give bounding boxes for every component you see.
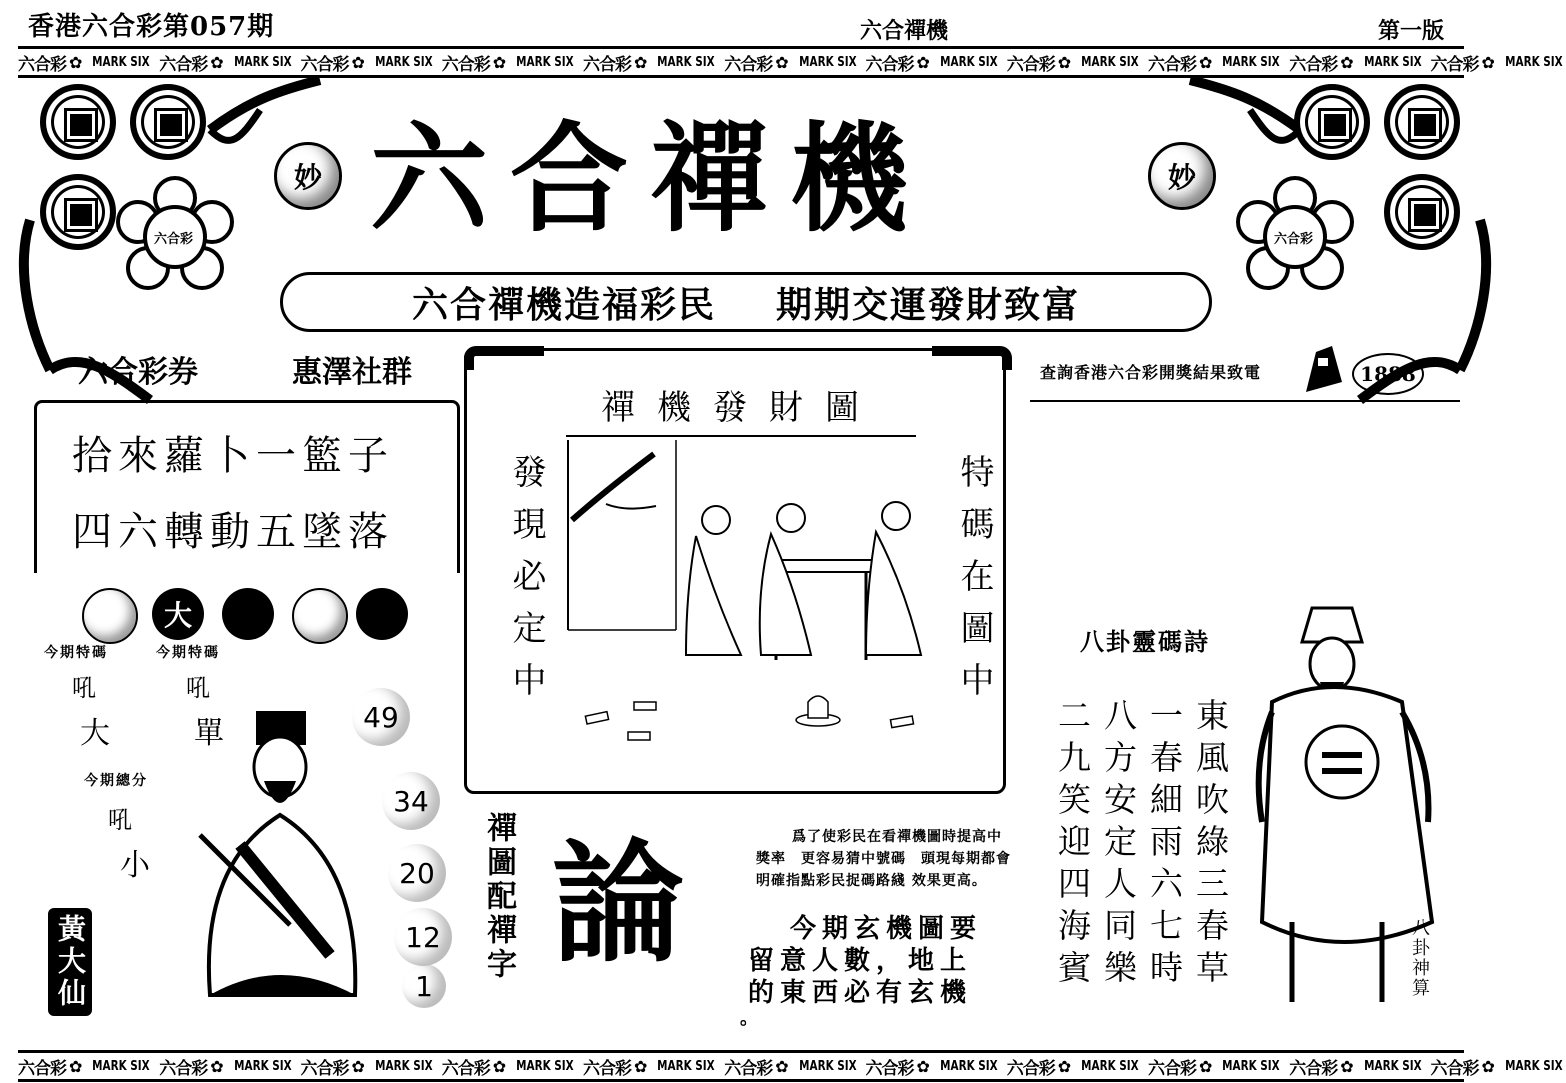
mark-six-segment <box>159 1054 294 1079</box>
poem-column: 東風吹綠三春草 <box>1191 698 1230 992</box>
panel-right-vertical: 特碼在圖中 <box>954 454 994 714</box>
lotto-ball <box>222 588 274 640</box>
lotto-ball <box>82 588 138 644</box>
page-edition: 第一版 <box>1378 19 1445 44</box>
flower-icon: ✿ <box>634 52 648 72</box>
flower-icon: ✿ <box>1481 1056 1495 1076</box>
flower-icon: ✿ <box>492 52 507 72</box>
note-line: 獎率 更容易猜中號碼 頭現每期都會 <box>756 851 1011 867</box>
mark-six-segment <box>583 1054 718 1079</box>
brand-cn: 六合彩 <box>583 54 631 75</box>
coin-icon <box>130 84 206 160</box>
slogan-right: 期期交運發財致富 <box>776 284 1081 326</box>
column-heading-right: 惠澤社群 <box>292 355 412 390</box>
brand-en: MARK SIX <box>1081 1058 1139 1074</box>
main-title: 六合禪機 <box>370 110 931 248</box>
brand-en: MARK SIX <box>1505 1058 1563 1074</box>
number-ball: 1 <box>402 964 446 1008</box>
brand-cn: 六合彩 <box>441 1058 490 1079</box>
hint-line: 今期玄機圖要 <box>790 914 983 944</box>
flower-icon: ✿ <box>210 1056 224 1076</box>
brand-cn: 六合彩 <box>724 54 773 75</box>
mark-six-segment <box>442 1054 577 1079</box>
rosette-label: 六合彩 <box>154 232 194 247</box>
coin-icon <box>1384 84 1460 160</box>
brand-cn: 六合彩 <box>159 54 208 75</box>
scholars-at-table-illustration <box>566 440 936 740</box>
brand-en: MARK SIX <box>940 54 998 70</box>
hint-line: 留意人數，地上 <box>748 946 973 976</box>
poem-title: 八卦靈碼詩 <box>1080 628 1210 656</box>
rosette-left <box>116 178 234 296</box>
brand-cn: 六合彩 <box>1430 1058 1479 1079</box>
brand-en: MARK SIX <box>1081 54 1139 70</box>
mark-six-segment <box>1431 1054 1566 1079</box>
flower-icon: ✿ <box>210 52 224 72</box>
flower-icon: ✿ <box>1199 1056 1213 1076</box>
mark-six-segment <box>301 1054 436 1079</box>
call-glyph: 吼 <box>72 674 96 702</box>
brand-cn: 六合彩 <box>1148 54 1196 75</box>
brand-cn: 六合彩 <box>18 54 66 75</box>
panel-left-vertical: 發現必定中 <box>506 454 546 714</box>
poem-column: 二九笑迎四海賓 <box>1053 698 1092 992</box>
hint-line: 的東西必有玄機 <box>748 978 973 1008</box>
brand-en: MARK SIX <box>92 1058 151 1074</box>
brand-cn: 六合彩 <box>1006 1058 1055 1079</box>
results-hotline-text: 查詢香港六合彩開獎結果致電 <box>1040 363 1262 382</box>
brand-en: MARK SIX <box>375 54 433 70</box>
flower-icon: ✿ <box>1057 52 1072 72</box>
mark-six-segment <box>583 50 718 75</box>
number-ball: 49 <box>352 688 410 746</box>
note-line: 爲了使彩民在看禪機圖時提高中 <box>792 829 1002 845</box>
brand-en: MARK SIX <box>1363 1058 1422 1074</box>
label-special-number: 今期特碼 <box>44 645 108 661</box>
miao-badge-right: 妙 <box>1148 142 1216 210</box>
flower-icon: ✿ <box>775 1056 789 1076</box>
brand-cn: 六合彩 <box>865 1058 914 1079</box>
mark-six-segment <box>866 50 1001 75</box>
rosette-right <box>1236 178 1354 296</box>
riddle-line-1: 拾來蘿卜一籃子 <box>72 433 394 479</box>
rosette-label: 六合彩 <box>1274 232 1314 247</box>
brand-en: MARK SIX <box>92 54 151 70</box>
flower-icon: ✿ <box>775 52 789 72</box>
number-ball: 20 <box>388 844 446 902</box>
brand-en: MARK SIX <box>1222 54 1281 70</box>
flower-icon: ✿ <box>1481 52 1495 72</box>
brand-en: MARK SIX <box>233 1058 292 1074</box>
deity-figure <box>180 705 380 1005</box>
brand-cn: 六合彩 <box>1148 1058 1196 1079</box>
mark-six-segment <box>1007 1054 1142 1079</box>
brand-en: MARK SIX <box>798 54 857 70</box>
brand-cn: 六合彩 <box>1430 54 1479 75</box>
flower-icon: ✿ <box>69 52 83 72</box>
slogan-left: 六合禪機造福彩民 <box>411 284 716 326</box>
mark-six-segment <box>1148 1054 1283 1079</box>
deity-name-tag: 黃大仙 <box>48 908 92 1016</box>
lotto-ball: 大 <box>152 588 204 640</box>
coin-icon <box>1294 84 1370 160</box>
brand-en: MARK SIX <box>657 1058 716 1074</box>
flower-icon: ✿ <box>1057 1056 1072 1076</box>
side-vertical-caption: 禪圖配禪字 <box>481 812 516 982</box>
label-special-number: 今期特碼 <box>156 645 220 661</box>
brand-cn: 六合彩 <box>300 1058 349 1079</box>
phone-number-badge: 1888 <box>1352 353 1424 395</box>
brand-cn: 六合彩 <box>18 1058 66 1079</box>
mark-six-band-bottom <box>18 1050 1563 1082</box>
panel-corner <box>464 346 544 370</box>
flower-icon: ✿ <box>492 1056 507 1076</box>
pick-small: 小 <box>120 848 150 883</box>
issue-heading: 香港六合彩第057期 <box>28 12 275 42</box>
lotto-ball <box>292 588 348 644</box>
flower-icon: ✿ <box>351 52 365 72</box>
pick-single: 單 <box>194 716 224 751</box>
hint-end: 。 <box>740 1008 764 1029</box>
brand-cn: 六合彩 <box>724 1058 773 1079</box>
panel-corner <box>932 346 1012 370</box>
brand-cn: 六合彩 <box>1006 54 1055 75</box>
phone-icon <box>1298 342 1348 398</box>
lotto-ball <box>356 588 408 640</box>
flower-icon: ✿ <box>916 1056 930 1076</box>
flower-icon: ✿ <box>351 1056 365 1076</box>
publication-name: 六合禪機 <box>860 19 949 44</box>
number-ball: 34 <box>382 772 440 830</box>
slogan-banner <box>280 272 1212 332</box>
brand-cn: 六合彩 <box>1289 54 1338 75</box>
brand-cn: 六合彩 <box>865 54 914 75</box>
flower-icon: ✿ <box>1340 1056 1354 1076</box>
brand-en: MARK SIX <box>798 1058 857 1074</box>
label-total-score: 今期總分 <box>84 773 148 789</box>
flower-icon: ✿ <box>634 1056 648 1076</box>
coin-icon <box>1384 174 1460 250</box>
divider <box>1030 400 1460 402</box>
brand-en: MARK SIX <box>1505 54 1563 70</box>
brand-en: MARK SIX <box>516 1058 574 1074</box>
mark-six-segment <box>442 50 577 75</box>
coin-icon <box>40 84 116 160</box>
brand-en: MARK SIX <box>233 54 292 70</box>
flower-icon: ✿ <box>69 1056 83 1076</box>
riddle-line-2: 四六轉動五墜落 <box>72 509 394 555</box>
column-heading-left: 六合彩券 <box>78 355 198 390</box>
mark-six-segment <box>724 50 859 75</box>
miao-badge-left: 妙 <box>274 142 342 210</box>
brand-cn: 六合彩 <box>1289 1058 1338 1079</box>
brand-en: MARK SIX <box>1222 1058 1281 1074</box>
big-character: 論 <box>552 827 684 981</box>
note-line: 明確指點彩民捉碼路綫 效果更高。 <box>756 873 987 889</box>
number-ball: 12 <box>394 908 452 966</box>
flower-icon: ✿ <box>916 52 930 72</box>
brand-en: MARK SIX <box>516 54 574 70</box>
mark-six-segment <box>724 1054 859 1079</box>
mark-six-segment <box>1289 1054 1424 1079</box>
brand-en: MARK SIX <box>375 1058 433 1074</box>
brand-cn: 六合彩 <box>441 54 490 75</box>
mark-six-segment <box>866 1054 1001 1079</box>
pick-big: 大 <box>80 716 110 751</box>
coin-icon <box>40 174 116 250</box>
flower-icon: ✿ <box>1340 52 1354 72</box>
brand-en: MARK SIX <box>940 1058 998 1074</box>
call-glyph: 吼 <box>186 674 210 702</box>
brand-en: MARK SIX <box>1363 54 1422 70</box>
poem-signature: 八卦神算 <box>1409 918 1430 998</box>
panel-title: 禪機發財圖 <box>566 380 916 437</box>
mark-six-segment <box>18 1054 153 1079</box>
mark-six-segment <box>1007 50 1142 75</box>
poem-column: 一春細雨六七時 <box>1145 698 1184 992</box>
brand-cn: 六合彩 <box>300 54 349 75</box>
flower-icon: ✿ <box>1199 52 1213 72</box>
poem-column: 八方安定人同樂 <box>1099 698 1138 992</box>
brand-en: MARK SIX <box>657 54 716 70</box>
brand-cn: 六合彩 <box>159 1058 208 1079</box>
call-glyph: 吼 <box>108 806 132 834</box>
brand-cn: 六合彩 <box>583 1058 631 1079</box>
